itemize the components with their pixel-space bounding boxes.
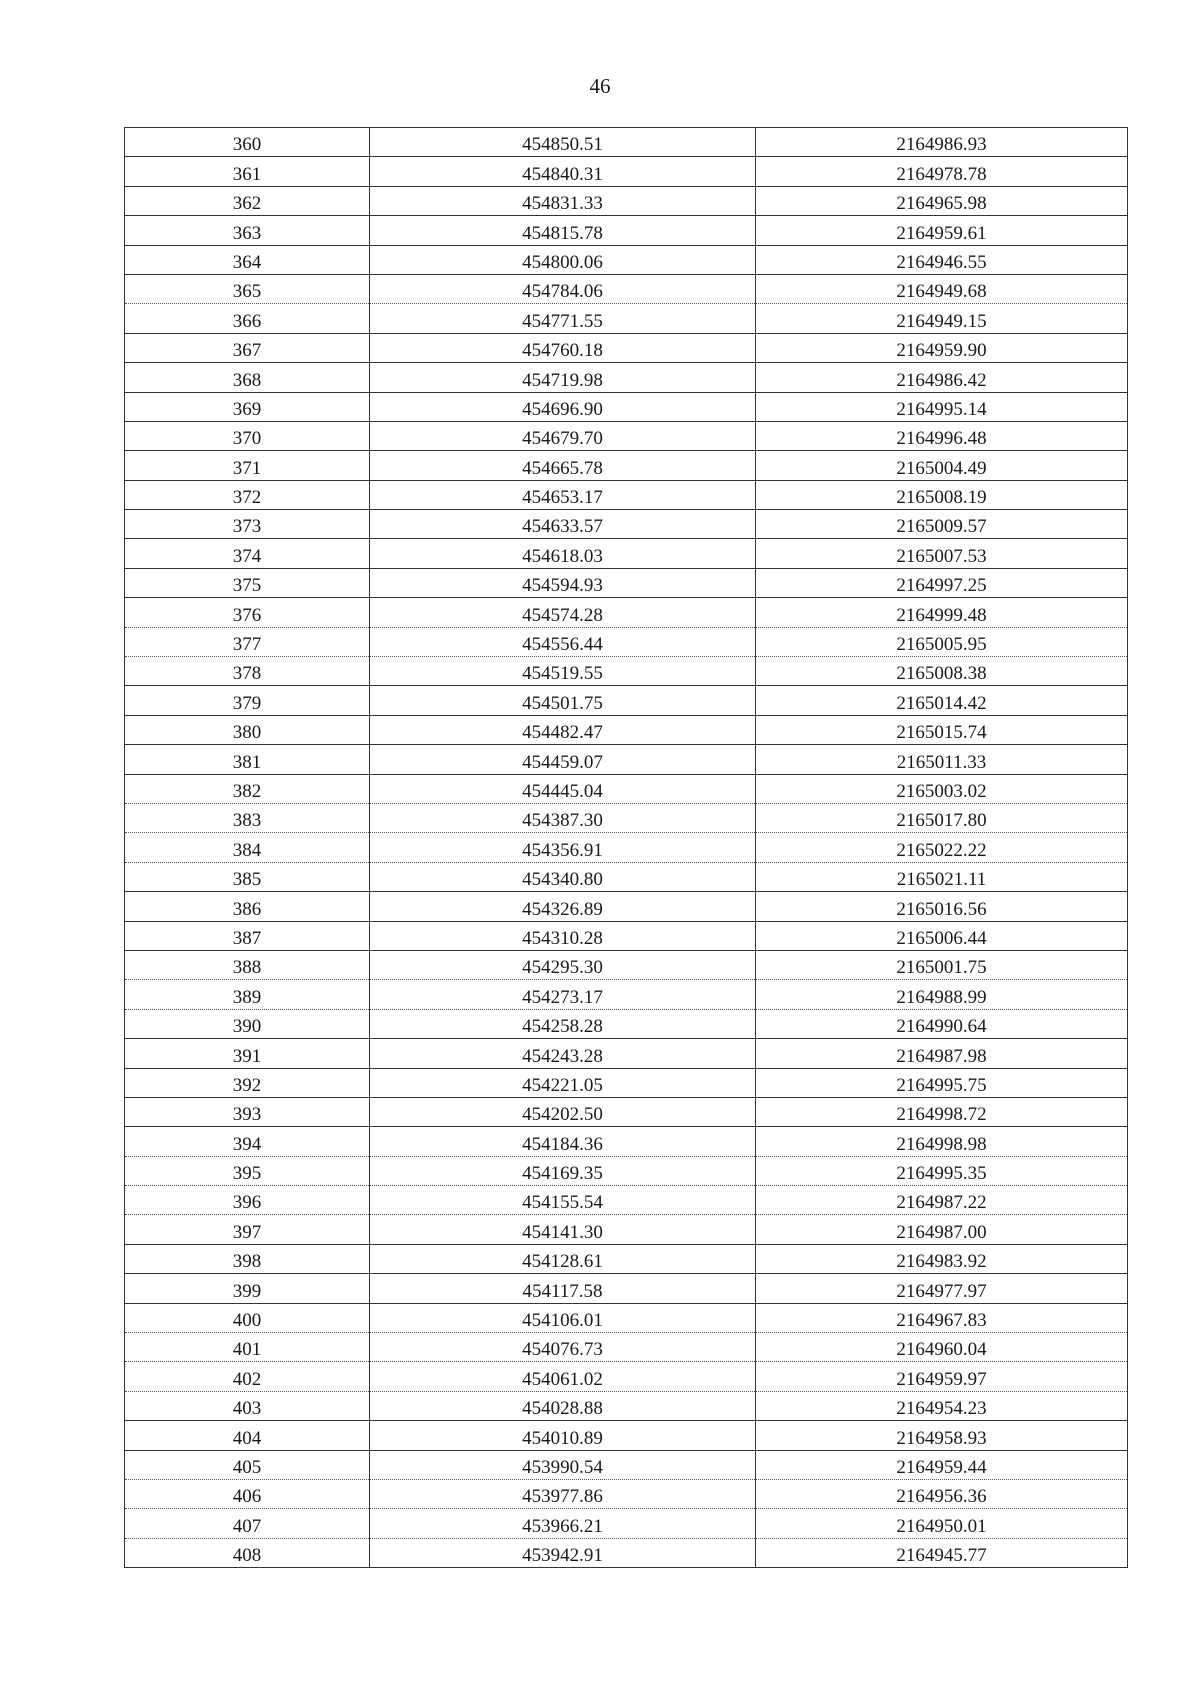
table-row xyxy=(125,568,1128,597)
point-number-cell: 389 xyxy=(125,980,370,1009)
x-coordinate-cell: 454459.07 xyxy=(370,745,756,774)
point-number-cell: 364 xyxy=(125,245,370,274)
y-coordinate-cell: 2164959.90 xyxy=(756,333,1128,362)
point-number-cell: 406 xyxy=(125,1479,370,1508)
x-coordinate-cell: 454387.30 xyxy=(370,803,756,832)
table-row xyxy=(125,1156,1128,1185)
point-number-cell: 401 xyxy=(125,1333,370,1362)
x-coordinate-cell: 454519.55 xyxy=(370,657,756,686)
table-row xyxy=(125,1303,1128,1332)
x-coordinate-cell: 454482.47 xyxy=(370,715,756,744)
x-coordinate-cell: 454574.28 xyxy=(370,598,756,627)
point-number-cell: 365 xyxy=(125,274,370,303)
x-coordinate-cell: 454445.04 xyxy=(370,774,756,803)
table-row xyxy=(125,1362,1128,1391)
x-coordinate-cell: 454501.75 xyxy=(370,686,756,715)
page-number: 46 xyxy=(589,74,611,98)
x-coordinate-cell: 453942.91 xyxy=(370,1538,756,1567)
table-row xyxy=(125,274,1128,303)
table-row xyxy=(125,1479,1128,1508)
point-number-cell: 384 xyxy=(125,833,370,862)
point-number-cell: 395 xyxy=(125,1156,370,1185)
y-coordinate-cell: 2165021.11 xyxy=(756,862,1128,891)
x-coordinate-cell: 454831.33 xyxy=(370,186,756,215)
x-coordinate-cell: 454356.91 xyxy=(370,833,756,862)
y-coordinate-cell: 2164959.61 xyxy=(756,216,1128,245)
y-coordinate-cell: 2165005.95 xyxy=(756,627,1128,656)
table-row xyxy=(125,1127,1128,1156)
point-number-cell: 392 xyxy=(125,1068,370,1097)
y-coordinate-cell: 2164967.83 xyxy=(756,1303,1128,1332)
point-number-cell: 381 xyxy=(125,745,370,774)
table-row xyxy=(125,392,1128,421)
point-number-cell: 407 xyxy=(125,1509,370,1538)
y-coordinate-cell: 2164995.75 xyxy=(756,1068,1128,1097)
x-coordinate-cell: 454202.50 xyxy=(370,1097,756,1126)
point-number-cell: 398 xyxy=(125,1244,370,1273)
y-coordinate-cell: 2164946.55 xyxy=(756,245,1128,274)
y-coordinate-cell: 2164960.04 xyxy=(756,1333,1128,1362)
table-row xyxy=(125,1244,1128,1273)
y-coordinate-cell: 2164959.97 xyxy=(756,1362,1128,1391)
y-coordinate-cell: 2165004.49 xyxy=(756,451,1128,480)
x-coordinate-cell: 454800.06 xyxy=(370,245,756,274)
x-coordinate-cell: 453966.21 xyxy=(370,1509,756,1538)
table-row xyxy=(125,1391,1128,1420)
y-coordinate-cell: 2164950.01 xyxy=(756,1509,1128,1538)
point-number-cell: 396 xyxy=(125,1186,370,1215)
table-row xyxy=(125,803,1128,832)
y-coordinate-cell: 2164986.93 xyxy=(756,128,1128,157)
table-row xyxy=(125,950,1128,979)
table-row xyxy=(125,715,1128,744)
point-number-cell: 403 xyxy=(125,1391,370,1420)
point-number-cell: 374 xyxy=(125,539,370,568)
y-coordinate-cell: 2165008.38 xyxy=(756,657,1128,686)
point-number-cell: 371 xyxy=(125,451,370,480)
y-coordinate-cell: 2165007.53 xyxy=(756,539,1128,568)
table-row xyxy=(125,451,1128,480)
table-row xyxy=(125,510,1128,539)
y-coordinate-cell: 2164959.44 xyxy=(756,1450,1128,1479)
y-coordinate-cell: 2164996.48 xyxy=(756,421,1128,450)
table-row xyxy=(125,862,1128,891)
point-number-cell: 397 xyxy=(125,1215,370,1244)
x-coordinate-cell: 454273.17 xyxy=(370,980,756,1009)
x-coordinate-cell: 454141.30 xyxy=(370,1215,756,1244)
y-coordinate-cell: 2164998.72 xyxy=(756,1097,1128,1126)
table-row xyxy=(125,1186,1128,1215)
table-row xyxy=(125,480,1128,509)
y-coordinate-cell: 2164949.15 xyxy=(756,304,1128,333)
point-number-cell: 405 xyxy=(125,1450,370,1479)
x-coordinate-cell: 454128.61 xyxy=(370,1244,756,1273)
x-coordinate-cell: 454594.93 xyxy=(370,568,756,597)
point-number-cell: 361 xyxy=(125,157,370,186)
table-row xyxy=(125,216,1128,245)
y-coordinate-cell: 2165016.56 xyxy=(756,892,1128,921)
x-coordinate-cell: 453990.54 xyxy=(370,1450,756,1479)
point-number-cell: 400 xyxy=(125,1303,370,1332)
y-coordinate-cell: 2165022.22 xyxy=(756,833,1128,862)
y-coordinate-cell: 2164965.98 xyxy=(756,186,1128,215)
table-row xyxy=(125,1333,1128,1362)
y-coordinate-cell: 2164997.25 xyxy=(756,568,1128,597)
point-number-cell: 393 xyxy=(125,1097,370,1126)
point-number-cell: 379 xyxy=(125,686,370,715)
point-number-cell: 383 xyxy=(125,803,370,832)
point-number-cell: 408 xyxy=(125,1538,370,1567)
x-coordinate-cell: 454028.88 xyxy=(370,1391,756,1420)
y-coordinate-cell: 2164983.92 xyxy=(756,1244,1128,1273)
table-row xyxy=(125,1068,1128,1097)
point-number-cell: 363 xyxy=(125,216,370,245)
x-coordinate-cell: 454061.02 xyxy=(370,1362,756,1391)
x-coordinate-cell: 454850.51 xyxy=(370,128,756,157)
point-number-cell: 360 xyxy=(125,128,370,157)
point-number-cell: 394 xyxy=(125,1127,370,1156)
y-coordinate-cell: 2164987.98 xyxy=(756,1039,1128,1068)
point-number-cell: 375 xyxy=(125,568,370,597)
x-coordinate-cell: 454010.89 xyxy=(370,1421,756,1450)
y-coordinate-cell: 2164977.97 xyxy=(756,1274,1128,1303)
x-coordinate-cell: 454696.90 xyxy=(370,392,756,421)
point-number-cell: 376 xyxy=(125,598,370,627)
table-row xyxy=(125,627,1128,656)
point-number-cell: 382 xyxy=(125,774,370,803)
x-coordinate-cell: 454665.78 xyxy=(370,451,756,480)
x-coordinate-cell: 454310.28 xyxy=(370,921,756,950)
table-row xyxy=(125,1274,1128,1303)
y-coordinate-cell: 2164998.98 xyxy=(756,1127,1128,1156)
x-coordinate-cell: 454243.28 xyxy=(370,1039,756,1068)
x-coordinate-cell: 454653.17 xyxy=(370,480,756,509)
table-row xyxy=(125,539,1128,568)
coordinates-table xyxy=(124,127,1128,1568)
point-number-cell: 387 xyxy=(125,921,370,950)
x-coordinate-cell: 454326.89 xyxy=(370,892,756,921)
x-coordinate-cell: 454760.18 xyxy=(370,333,756,362)
x-coordinate-cell: 454771.55 xyxy=(370,304,756,333)
x-coordinate-cell: 454295.30 xyxy=(370,950,756,979)
table-row xyxy=(125,921,1128,950)
y-coordinate-cell: 2164949.68 xyxy=(756,274,1128,303)
point-number-cell: 372 xyxy=(125,480,370,509)
x-coordinate-cell: 454556.44 xyxy=(370,627,756,656)
y-coordinate-cell: 2164956.36 xyxy=(756,1479,1128,1508)
x-coordinate-cell: 454221.05 xyxy=(370,1068,756,1097)
table-row xyxy=(125,1097,1128,1126)
point-number-cell: 370 xyxy=(125,421,370,450)
y-coordinate-cell: 2165015.74 xyxy=(756,715,1128,744)
y-coordinate-cell: 2164978.78 xyxy=(756,157,1128,186)
x-coordinate-cell: 454719.98 xyxy=(370,363,756,392)
coordinates-table-body xyxy=(125,128,1128,1568)
x-coordinate-cell: 454155.54 xyxy=(370,1186,756,1215)
point-number-cell: 367 xyxy=(125,333,370,362)
point-number-cell: 385 xyxy=(125,862,370,891)
point-number-cell: 362 xyxy=(125,186,370,215)
x-coordinate-cell: 454258.28 xyxy=(370,1009,756,1038)
x-coordinate-cell: 454784.06 xyxy=(370,274,756,303)
x-coordinate-cell: 454184.36 xyxy=(370,1127,756,1156)
table-row xyxy=(125,1039,1128,1068)
y-coordinate-cell: 2165003.02 xyxy=(756,774,1128,803)
x-coordinate-cell: 454840.31 xyxy=(370,157,756,186)
point-number-cell: 388 xyxy=(125,950,370,979)
y-coordinate-cell: 2165001.75 xyxy=(756,950,1128,979)
table-row xyxy=(125,421,1128,450)
table-row xyxy=(125,980,1128,1009)
point-number-cell: 377 xyxy=(125,627,370,656)
y-coordinate-cell: 2165008.19 xyxy=(756,480,1128,509)
table-row xyxy=(125,598,1128,627)
table-row xyxy=(125,774,1128,803)
y-coordinate-cell: 2164958.93 xyxy=(756,1421,1128,1450)
x-coordinate-cell: 454117.58 xyxy=(370,1274,756,1303)
x-coordinate-cell: 454076.73 xyxy=(370,1333,756,1362)
point-number-cell: 386 xyxy=(125,892,370,921)
x-coordinate-cell: 454618.03 xyxy=(370,539,756,568)
y-coordinate-cell: 2165011.33 xyxy=(756,745,1128,774)
y-coordinate-cell: 2165009.57 xyxy=(756,510,1128,539)
point-number-cell: 391 xyxy=(125,1039,370,1068)
table-row xyxy=(125,1215,1128,1244)
y-coordinate-cell: 2164999.48 xyxy=(756,598,1128,627)
y-coordinate-cell: 2164995.35 xyxy=(756,1156,1128,1185)
table-row xyxy=(125,686,1128,715)
table-row xyxy=(125,128,1128,157)
table-row xyxy=(125,1450,1128,1479)
y-coordinate-cell: 2164987.22 xyxy=(756,1186,1128,1215)
y-coordinate-cell: 2165017.80 xyxy=(756,803,1128,832)
y-coordinate-cell: 2164986.42 xyxy=(756,363,1128,392)
table-row xyxy=(125,304,1128,333)
point-number-cell: 369 xyxy=(125,392,370,421)
table-row xyxy=(125,363,1128,392)
point-number-cell: 404 xyxy=(125,1421,370,1450)
table-row xyxy=(125,333,1128,362)
point-number-cell: 378 xyxy=(125,657,370,686)
x-coordinate-cell: 454679.70 xyxy=(370,421,756,450)
point-number-cell: 368 xyxy=(125,363,370,392)
point-number-cell: 380 xyxy=(125,715,370,744)
y-coordinate-cell: 2164945.77 xyxy=(756,1538,1128,1567)
table-row xyxy=(125,245,1128,274)
point-number-cell: 366 xyxy=(125,304,370,333)
x-coordinate-cell: 453977.86 xyxy=(370,1479,756,1508)
point-number-cell: 390 xyxy=(125,1009,370,1038)
x-coordinate-cell: 454340.80 xyxy=(370,862,756,891)
table-row xyxy=(125,186,1128,215)
y-coordinate-cell: 2164987.00 xyxy=(756,1215,1128,1244)
y-coordinate-cell: 2164995.14 xyxy=(756,392,1128,421)
point-number-cell: 399 xyxy=(125,1274,370,1303)
table-row xyxy=(125,745,1128,774)
table-row xyxy=(125,1538,1128,1567)
table-row xyxy=(125,892,1128,921)
table-row xyxy=(125,833,1128,862)
x-coordinate-cell: 454633.57 xyxy=(370,510,756,539)
y-coordinate-cell: 2164954.23 xyxy=(756,1391,1128,1420)
y-coordinate-cell: 2164990.64 xyxy=(756,1009,1128,1038)
point-number-cell: 373 xyxy=(125,510,370,539)
y-coordinate-cell: 2165006.44 xyxy=(756,921,1128,950)
y-coordinate-cell: 2164988.99 xyxy=(756,980,1128,1009)
x-coordinate-cell: 454106.01 xyxy=(370,1303,756,1332)
table-row xyxy=(125,157,1128,186)
table-row xyxy=(125,1421,1128,1450)
x-coordinate-cell: 454815.78 xyxy=(370,216,756,245)
point-number-cell: 402 xyxy=(125,1362,370,1391)
x-coordinate-cell: 454169.35 xyxy=(370,1156,756,1185)
table-row xyxy=(125,1509,1128,1538)
y-coordinate-cell: 2165014.42 xyxy=(756,686,1128,715)
table-row xyxy=(125,1009,1128,1038)
table-row xyxy=(125,657,1128,686)
